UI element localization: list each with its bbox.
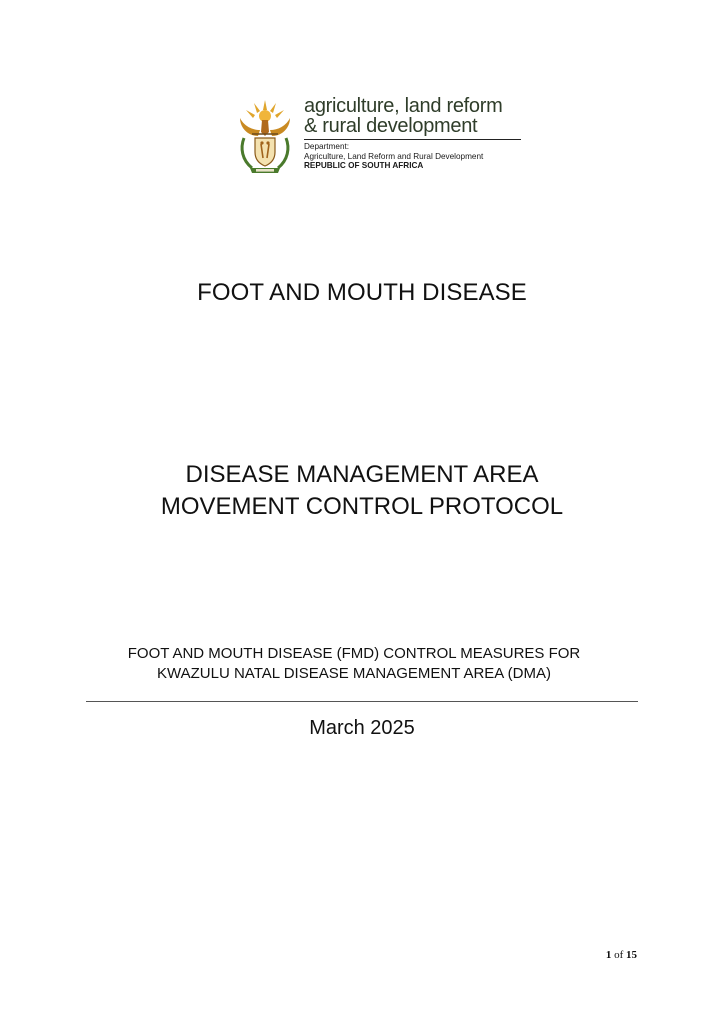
department-full-name: Agriculture, Land Reform and Rural Development bbox=[304, 151, 484, 161]
document-heading-line2: MOVEMENT CONTROL PROTOCOL bbox=[160, 493, 564, 520]
page-of: of bbox=[614, 949, 624, 961]
document-date: March 2025 bbox=[309, 717, 415, 739]
department-logo bbox=[234, 96, 534, 176]
section-divider bbox=[86, 701, 638, 702]
department-text bbox=[304, 95, 534, 170]
department-divider bbox=[304, 139, 521, 140]
department-name-line2: & rural development bbox=[304, 115, 478, 137]
department-details bbox=[304, 142, 483, 171]
page-number bbox=[606, 948, 637, 962]
document-heading-line1: DISEASE MANAGEMENT AREA bbox=[185, 461, 539, 488]
document-subtitle-line1: FOOT AND MOUTH DISEASE (FMD) CONTROL MEASURES FOR bbox=[127, 645, 581, 662]
south-africa-coat-of-arms-icon bbox=[234, 96, 296, 176]
document-title: FOOT AND MOUTH DISEASE bbox=[197, 279, 527, 306]
document-heading bbox=[0, 459, 724, 523]
document-subtitle bbox=[0, 644, 708, 684]
country-name: REPUBLIC OF SOUTH AFRICA bbox=[304, 161, 424, 170]
department-label: Department: bbox=[304, 142, 350, 151]
page-current: 1 bbox=[605, 949, 612, 961]
page-total: 15 bbox=[626, 949, 637, 961]
document-subtitle-line2: KWAZULU NATAL DISEASE MANAGEMENT AREA (DMA) bbox=[157, 665, 551, 682]
department-name-line1: agriculture, land reform bbox=[304, 95, 503, 117]
